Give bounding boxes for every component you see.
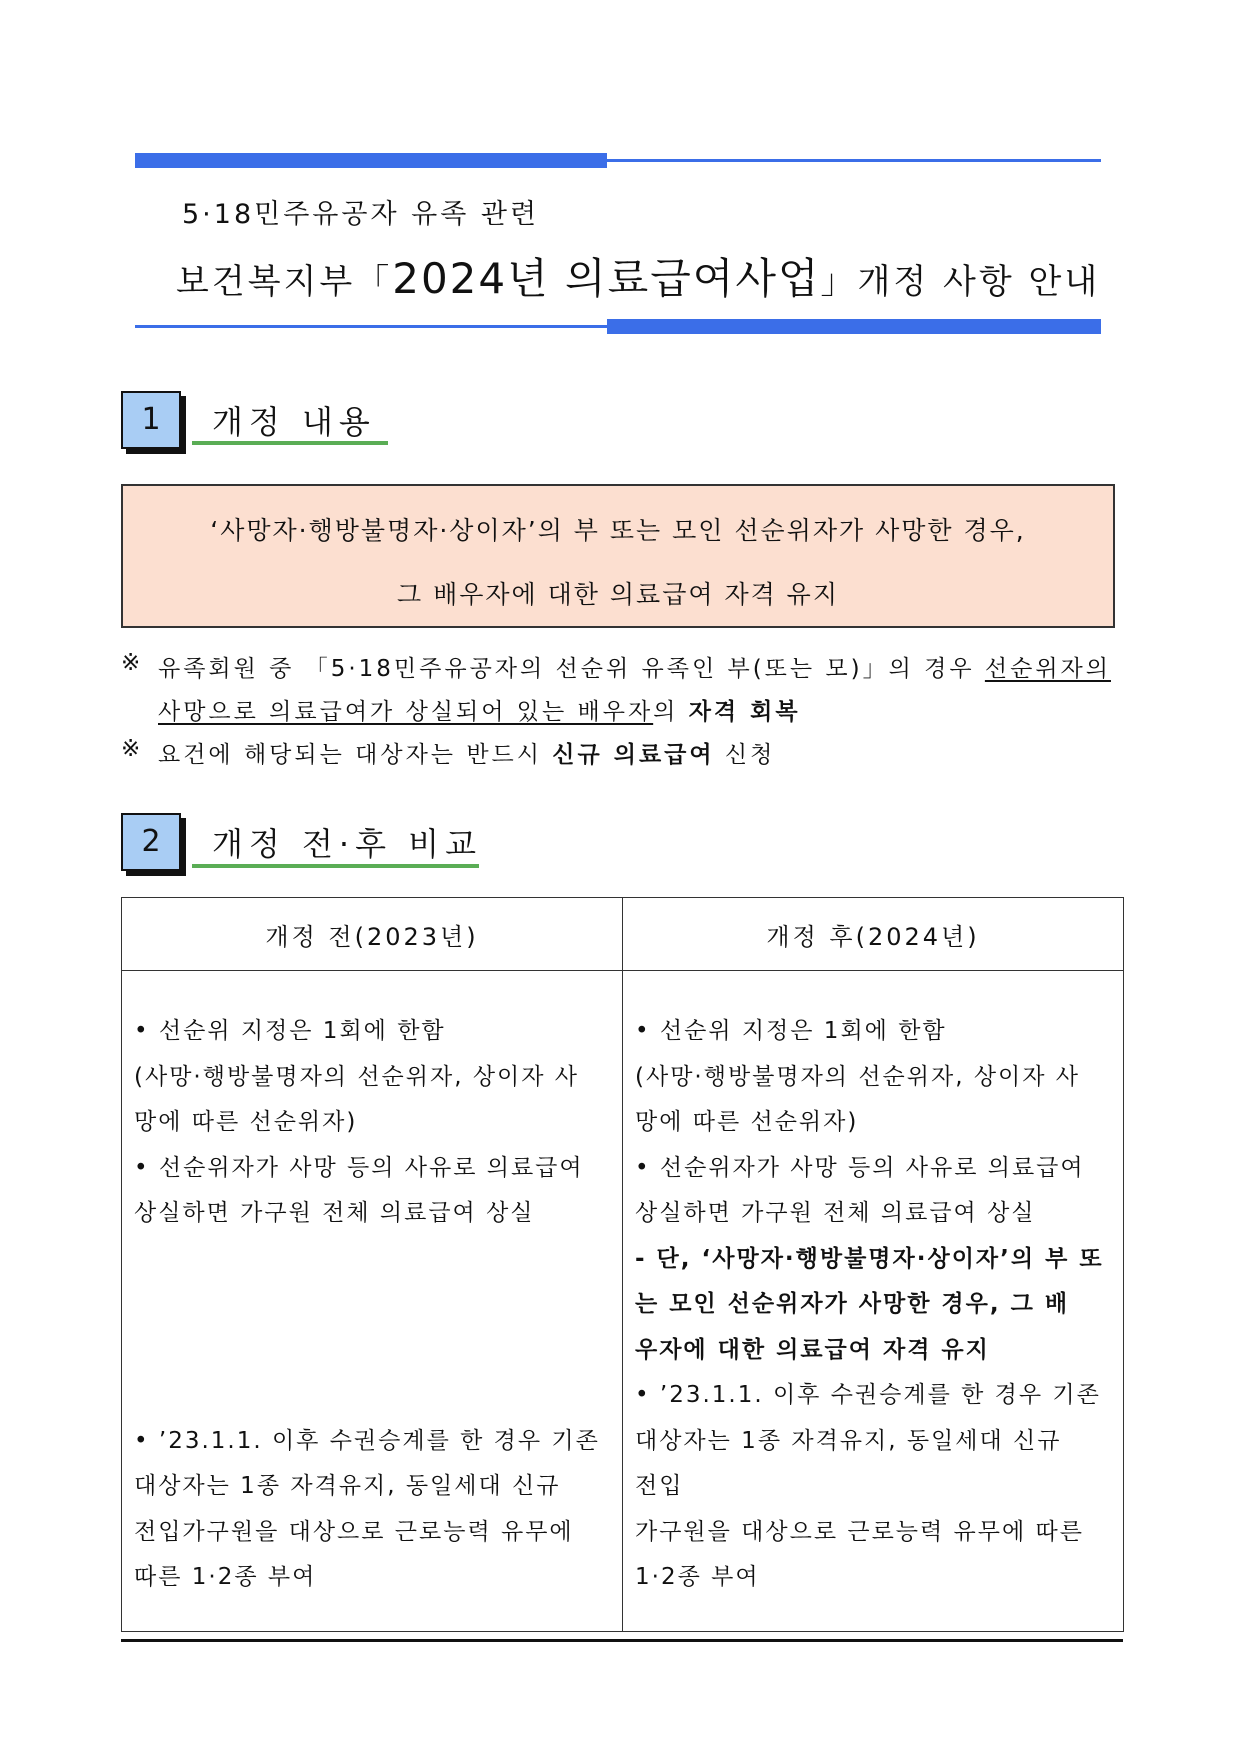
after-line: 가구원을 대상으로 근로능력 유무에 따른 [635, 1518, 1084, 1545]
after-line: 1·2종 부여 [635, 1564, 760, 1590]
after-line: • 선순위자가 사망 등의 사유로 의료급여 [635, 1154, 1085, 1181]
title-main: 2024년 의료급여사업 [392, 254, 821, 303]
before-line: 대상자는 1종 자격유지, 동일세대 신규 [134, 1473, 561, 1499]
header-bottom-bar-thick [607, 319, 1101, 334]
before-line: • 선순위자가 사망 등의 사유로 의료급여 [134, 1154, 584, 1181]
after-line: 상실하면 가구원 전체 의료급여 상실 [635, 1200, 1036, 1226]
after-line: (사망·행방불명자의 선순위자, 상이자 사 [635, 1063, 1081, 1090]
note-2-mark: ※ [121, 736, 144, 762]
summary-line-2: 그 배우자에 대한 의료급여 자격 유지 [397, 580, 839, 609]
section-1-number-box: 1 [121, 391, 181, 449]
after-line-bold: 는 모인 선순위자가 사망한 경우, 그 배 [635, 1291, 1070, 1317]
section-1-title: 개정 내용 [212, 403, 376, 441]
section-2-number-box: 2 [121, 813, 181, 871]
summary-line-1: ‘사망자·행방불명자·상이자’의 부 또는 모인 선순위자가 사망한 경우, [210, 516, 1026, 545]
before-line: 따른 1·2종 부여 [134, 1564, 317, 1590]
before-spacer [134, 1282, 610, 1328]
after-line: • ’23.1.1. 이후 수권승계를 한 경우 기존 [635, 1382, 1101, 1408]
summary-box [121, 484, 1115, 628]
section-2-title: 개정 전·후 비교 [212, 825, 482, 863]
note-1-text-2: 의 [653, 699, 689, 725]
note-2-bold: 신규 의료급여 [552, 742, 715, 768]
section-1-underline [192, 441, 388, 445]
after-line-bold: 우자에 대한 의료급여 자격 유지 [635, 1336, 990, 1363]
table-bottom-double-rule [121, 1639, 1123, 1642]
title-suffix: 」개정 사항 안내 [820, 262, 1101, 302]
document-subtitle: 5·18민주유공자 유족 관련 [182, 199, 540, 230]
note-2-text-2: 신청 [714, 742, 776, 768]
note-1-mark: ※ [121, 650, 144, 676]
after-line: 전입 [635, 1473, 684, 1499]
before-line: (사망·행방불명자의 선순위자, 상이자 사 [134, 1063, 580, 1090]
note-1-text: 유족회원 중 「5·18민주유공자의 선순위 유족인 부(또는 모)」의 경우 [158, 656, 985, 682]
before-cell [122, 971, 623, 1632]
before-line: • ’23.1.1. 이후 수권승계를 한 경우 기존 [134, 1427, 600, 1454]
header-after: 개정 후(2024년) [623, 898, 1124, 971]
note-1-underlined-1: 선순위자의 [984, 656, 1111, 682]
after-line: 망에 따른 선순위자) [635, 1109, 859, 1135]
document-title [176, 246, 1100, 306]
note-1-bold: 자격 회복 [688, 699, 801, 725]
header-bottom-bar-thin [135, 325, 607, 328]
before-line: • 선순위 지정은 1회에 한함 [134, 1018, 446, 1044]
note-2-line [158, 736, 775, 769]
table-row [122, 971, 1124, 1632]
header-top-bar-thick [135, 153, 607, 168]
after-line: • 선순위 지정은 1회에 한함 [635, 1018, 947, 1044]
after-line: 대상자는 1종 자격유지, 동일세대 신규 [635, 1427, 1062, 1454]
note-1-line-2 [158, 693, 801, 726]
section-2-underline [192, 864, 479, 868]
title-prefix: 보건복지부「 [176, 262, 393, 302]
after-cell [623, 971, 1124, 1632]
before-spacer [134, 1373, 610, 1419]
note-2-text: 요건에 해당되는 대상자는 반드시 [158, 742, 553, 768]
header-top-bar-thin [607, 159, 1101, 162]
before-spacer [134, 1328, 610, 1374]
before-line: 전입가구원을 대상으로 근로능력 유무에 [134, 1518, 574, 1545]
note-1-line-1 [158, 650, 1111, 683]
before-spacer [134, 1237, 610, 1283]
note-1-underlined-2: 사망으로 의료급여가 상실되어 있는 배우자 [158, 699, 654, 725]
table-header-row [122, 898, 1124, 971]
header-before: 개정 전(2023년) [122, 898, 623, 971]
before-line: 상실하면 가구원 전체 의료급여 상실 [134, 1200, 535, 1226]
after-line-bold: - 단, ‘사망자·행방불명자·상이자’의 부 또 [635, 1245, 1104, 1272]
before-line: 망에 따른 선순위자) [134, 1109, 358, 1135]
comparison-table [121, 897, 1124, 1632]
